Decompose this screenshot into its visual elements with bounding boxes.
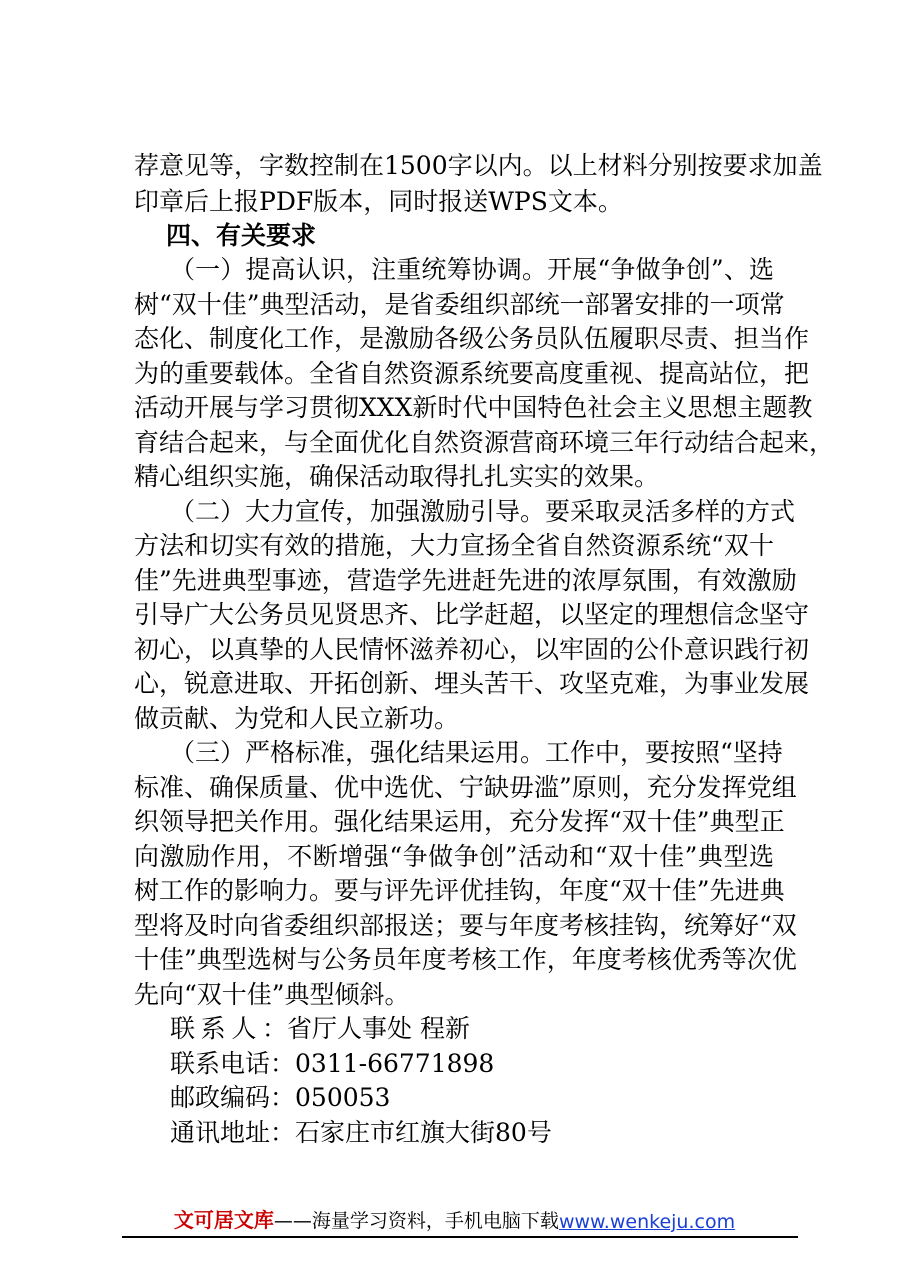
paragraph-line: 方法和切实有效的措施，大力宣扬全省自然资源系统“双十 xyxy=(134,531,774,560)
paragraph-line: 做贡献、为党和人民立新功。 xyxy=(134,704,460,733)
contact-person xyxy=(170,1011,470,1047)
paragraph-line: 织领导把关作用。强化结果运用，充分发挥“双十佳”典型正 xyxy=(134,807,785,836)
paragraph-line: 十佳”典型选树与公务员年度考核工作，年度考核优秀等次优 xyxy=(134,945,797,974)
contact-label: 联系人： xyxy=(170,1014,287,1043)
contact-label: 邮政编码： xyxy=(170,1083,296,1112)
page-footer xyxy=(0,1183,909,1233)
paragraph-line: 活动开展与学习贯彻XXX新时代中国特色社会主义思想主题教 xyxy=(134,393,813,422)
contact-value: 0311-66771898 xyxy=(295,1049,495,1078)
paragraph-line: 育结合起来，与全面优化自然资源营商环境三年行动结合起来， xyxy=(134,428,835,457)
paragraph-line: 心，锐意进取、开拓创新、埋头苦干、攻坚克难，为事业发展 xyxy=(134,669,810,698)
paragraph-line: 树“双十佳”典型活动，是省委组织部统一部署安排的一项常 xyxy=(134,290,785,319)
footer-link[interactable]: www.wenkeju.com xyxy=(558,1211,736,1233)
footer-brand: 文可居文库 xyxy=(173,1208,274,1232)
contact-value: 050053 xyxy=(295,1083,391,1112)
paragraph-line: 荐意见等，字数控制在1500字以内。以上材料分别按要求加盖 xyxy=(134,151,823,180)
paragraph-line: 型将及时向省委组织部报送；要与年度考核挂钩，统筹好“双 xyxy=(134,911,797,940)
paragraph-line: （二）大力宣传，加强激励引导。要采取灵活多样的方式 xyxy=(170,497,796,526)
paragraph-line: 精心组织实施，确保活动取得扎扎实实的效果。 xyxy=(134,462,660,491)
contact-value: 石家庄市红旗大街80号 xyxy=(295,1118,552,1147)
paragraph-line: 先向“双十佳”典型倾斜。 xyxy=(134,980,410,1009)
paragraph-line: 标准、确保质量、优中选优、宁缺毋滥”原则，充分发挥党组 xyxy=(134,773,797,802)
paragraph-line: 佳”先进典型事迹，营造学先进赶先进的浓厚氛围，有效激励 xyxy=(134,566,797,595)
paragraph-line: 初心，以真挚的人民情怀滋养初心，以牢固的公仆意识践行初 xyxy=(134,635,810,664)
contact-address xyxy=(170,1115,552,1151)
paragraph-line: 树工作的影响力。要与评先评优挂钩，年度“双十佳”先进典 xyxy=(134,876,785,905)
section-heading: 四、有关要求 xyxy=(166,221,317,250)
footer-divider xyxy=(122,1236,798,1238)
paragraph-line: 引导广大公务员见贤思齐、比学赶超，以坚定的理想信念坚守 xyxy=(134,600,810,629)
paragraph-line: （一）提高认识，注重统筹协调。开展“争做争创”、选 xyxy=(170,255,774,284)
paragraph-line: 印章后上报PDF版本，同时报送WPS文本。 xyxy=(134,187,623,216)
contact-label: 通讯地址： xyxy=(170,1118,296,1147)
paragraph-line: 向激励作用，不断增强“争做争创”活动和“双十佳”典型选 xyxy=(134,842,774,871)
contact-phone xyxy=(170,1046,494,1082)
footer-slogan: ——海量学习资料，手机电脑下载 xyxy=(273,1210,559,1232)
contact-postcode xyxy=(170,1080,390,1116)
paragraph-line: 为的重要载体。全省自然资源系统要高度重视、提高站位，把 xyxy=(134,359,810,388)
contact-value: 省厅人事处 程新 xyxy=(287,1014,470,1043)
paragraph-line: 态化、制度化工作，是激励各级公务员队伍履职尽责、担当作 xyxy=(134,324,810,353)
paragraph-line: （三）严格标准，强化结果运用。工作中，要按照“坚持 xyxy=(170,738,783,767)
contact-label: 联系电话： xyxy=(170,1049,296,1078)
